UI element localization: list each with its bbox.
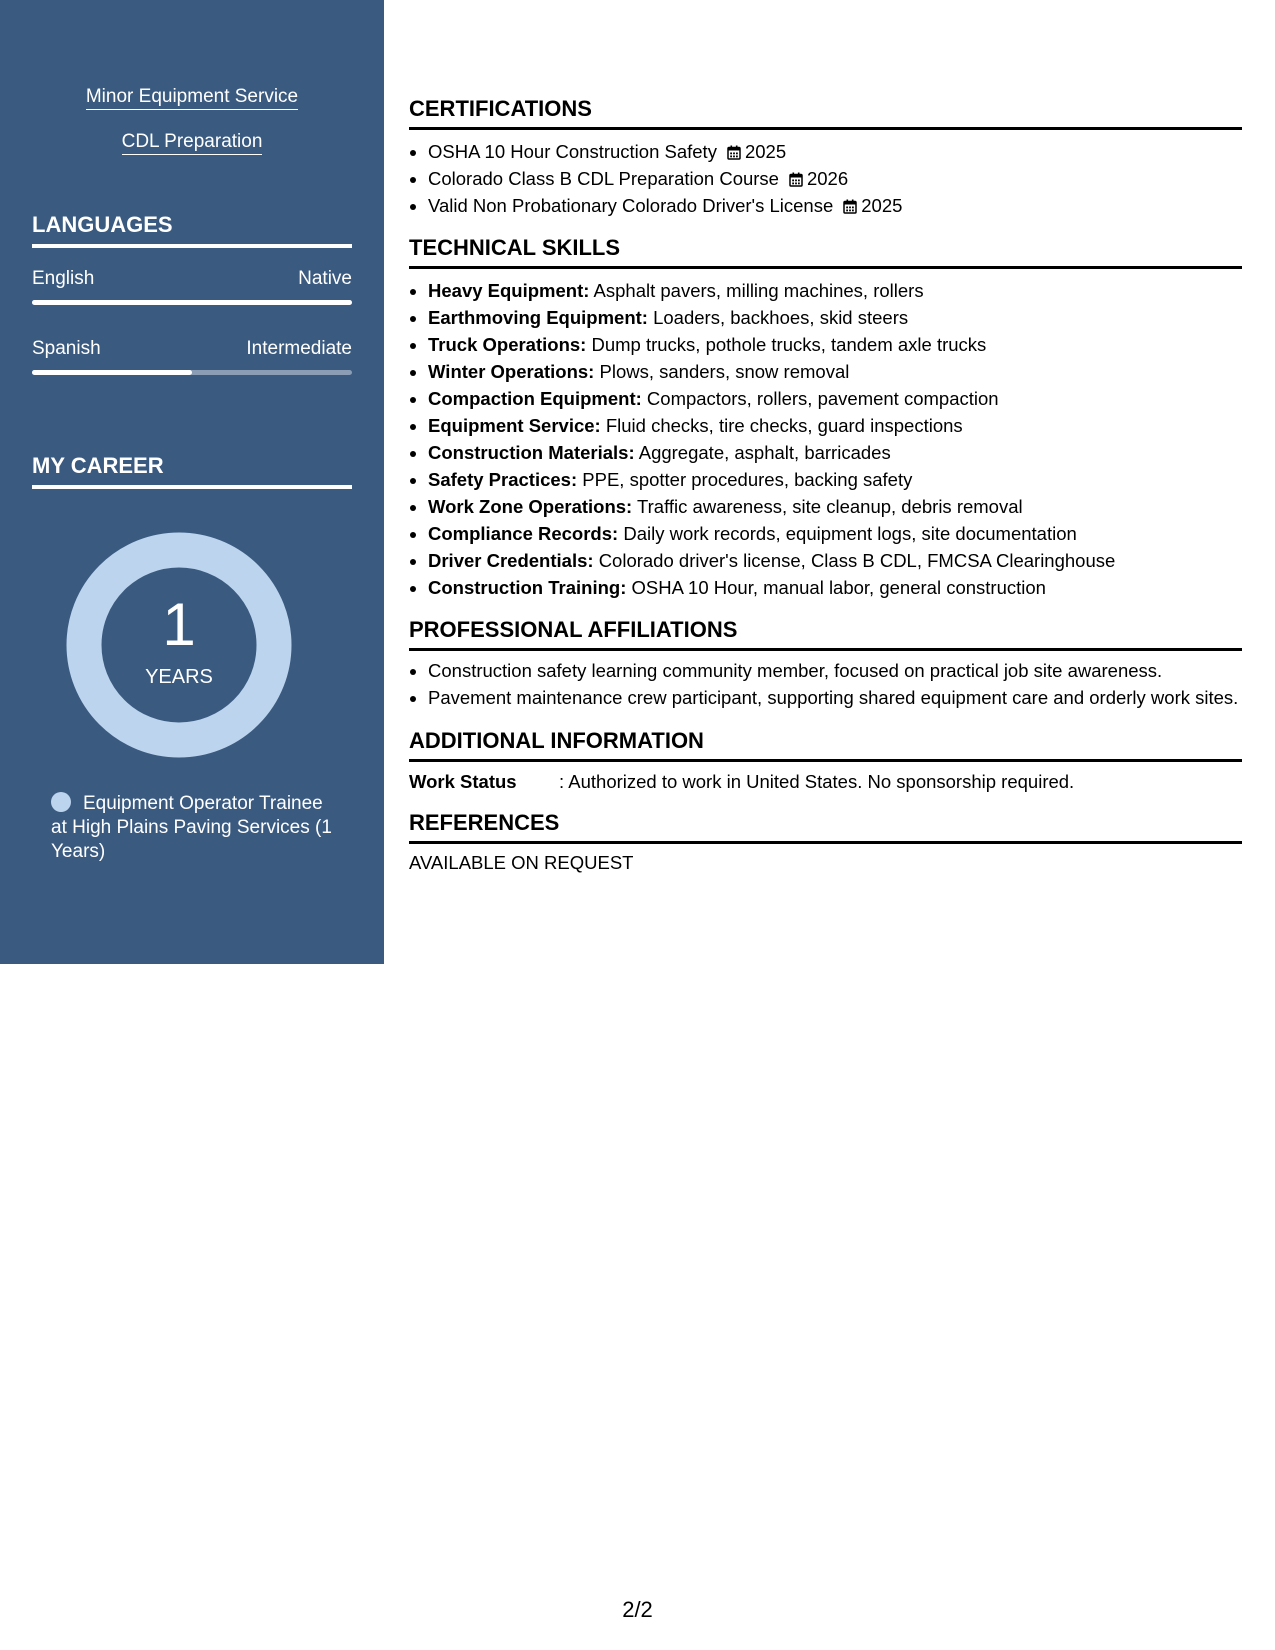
skill-item (428, 493, 1242, 520)
career-item (51, 792, 341, 864)
certification-name: OSHA 10 Hour Construction Safety (428, 141, 717, 162)
language-level: Intermediate (246, 338, 352, 359)
certification-name: Valid Non Probationary Colorado Driver's License (428, 195, 834, 216)
language-name: Spanish (32, 338, 101, 359)
certification-name: Colorado Class B CDL Preparation Course (428, 168, 779, 189)
skill-label: Safety Practices: (428, 469, 578, 490)
skill-item (428, 412, 1242, 439)
language-bar-fill (32, 300, 352, 305)
references-text: AVAILABLE ON REQUEST (409, 852, 634, 873)
skill-link-cdl-preparation[interactable]: CDL Preparation (122, 131, 263, 155)
career-item-text: Equipment Operator Trainee at High Plains Paving Services (1 Years) (51, 793, 332, 862)
career-heading: MY CAREER (32, 453, 352, 489)
skill-item (428, 520, 1242, 547)
additional-info-heading: ADDITIONAL INFORMATION (409, 728, 1242, 762)
language-level: Native (298, 268, 352, 289)
language-row-spanish (32, 338, 352, 360)
certification-item (428, 192, 1242, 219)
skill-item (428, 304, 1242, 331)
skill-item (428, 331, 1242, 358)
skill-label: Compliance Records: (428, 523, 619, 544)
skill-item (428, 358, 1242, 385)
certification-item (428, 138, 1242, 165)
skill-text: Dump trucks, pothole trucks, tandem axle trucks (591, 334, 987, 355)
language-name: English (32, 268, 95, 289)
skill-text: PPE, spotter procedures, backing safety (582, 469, 913, 490)
skill-item (428, 277, 1242, 304)
career-years-number: 1 (162, 591, 196, 658)
calendar-icon (789, 172, 803, 187)
skill-text: Fluid checks, tire checks, guard inspections (605, 415, 963, 436)
skill-label: Truck Operations: (428, 334, 587, 355)
skill-text: Daily work records, equipment logs, site documentation (623, 523, 1077, 544)
work-status-label: Work Status (409, 771, 517, 792)
main-content (409, 96, 1242, 874)
skill-text: Asphalt pavers, milling machines, rollers (593, 280, 924, 301)
skill-text: Loaders, backhoes, skid steers (653, 307, 909, 328)
skill-label: Driver Credentials: (428, 550, 594, 571)
skill-label: Construction Training: (428, 577, 627, 598)
technical-skills-heading: TECHNICAL SKILLS (409, 235, 1242, 269)
sidebar (0, 0, 384, 964)
references-heading: REFERENCES (409, 810, 1242, 844)
skill-item (428, 574, 1242, 601)
affiliations-heading: PROFESSIONAL AFFILIATIONS (409, 617, 1242, 651)
skill-text: Aggregate, asphalt, barricades (638, 442, 891, 463)
certifications-heading: CERTIFICATIONS (409, 96, 1242, 130)
skill-label: Equipment Service: (428, 415, 601, 436)
language-bar-english (32, 300, 352, 305)
certifications-list (409, 138, 1242, 219)
affiliations-list (409, 659, 1242, 710)
skill-text: OSHA 10 Hour, manual labor, general construction (631, 577, 1046, 598)
skill-text: Plows, sanders, snow removal (599, 361, 850, 382)
affiliation-item: • Pavement maintenance crew participant, supporting shared equipment care and orderly work sites. (428, 686, 1242, 710)
language-row-english (32, 268, 352, 290)
skill-label: Compaction Equipment: (428, 388, 642, 409)
skill-item (428, 466, 1242, 493)
certification-year: 2025 (861, 195, 903, 216)
calendar-icon (727, 145, 741, 160)
certification-item (428, 165, 1242, 192)
skill-text: Compactors, rollers, pavement compaction (646, 388, 999, 409)
career-years-label: YEARS (145, 666, 213, 688)
skill-links (0, 86, 384, 176)
skill-item (428, 547, 1242, 574)
technical-skills-list (409, 277, 1242, 601)
page-number: 2/2 (622, 1597, 653, 1622)
skill-text: Colorado driver's license, Class B CDL, FMCSA Clearinghouse (598, 550, 1116, 571)
language-bar-spanish (32, 370, 352, 375)
skill-link-minor-equipment-service[interactable]: Minor Equipment Service (86, 86, 298, 110)
skill-label: Winter Operations: (428, 361, 595, 382)
affiliation-item: • Construction safety learning community member, focused on practical job site awareness. (428, 659, 1242, 683)
calendar-icon (843, 199, 857, 214)
language-bar-fill (32, 370, 192, 375)
skill-label: Construction Materials: (428, 442, 635, 463)
work-status-row (409, 770, 1242, 794)
skill-text: Traffic awareness, site cleanup, debris removal (637, 496, 1023, 517)
skill-label: Earthmoving Equipment: (428, 307, 648, 328)
skill-item (428, 385, 1242, 412)
skill-label: Work Zone Operations: (428, 496, 633, 517)
languages-heading: LANGUAGES (32, 212, 352, 248)
certification-year: 2026 (806, 168, 849, 189)
career-bullet-icon (51, 792, 71, 812)
work-status-value: : Authorized to work in United States. No sponsorship required. (559, 771, 1075, 792)
skill-label: Heavy Equipment: (428, 280, 590, 301)
certification-year: 2025 (744, 141, 787, 162)
skill-item (428, 439, 1242, 466)
